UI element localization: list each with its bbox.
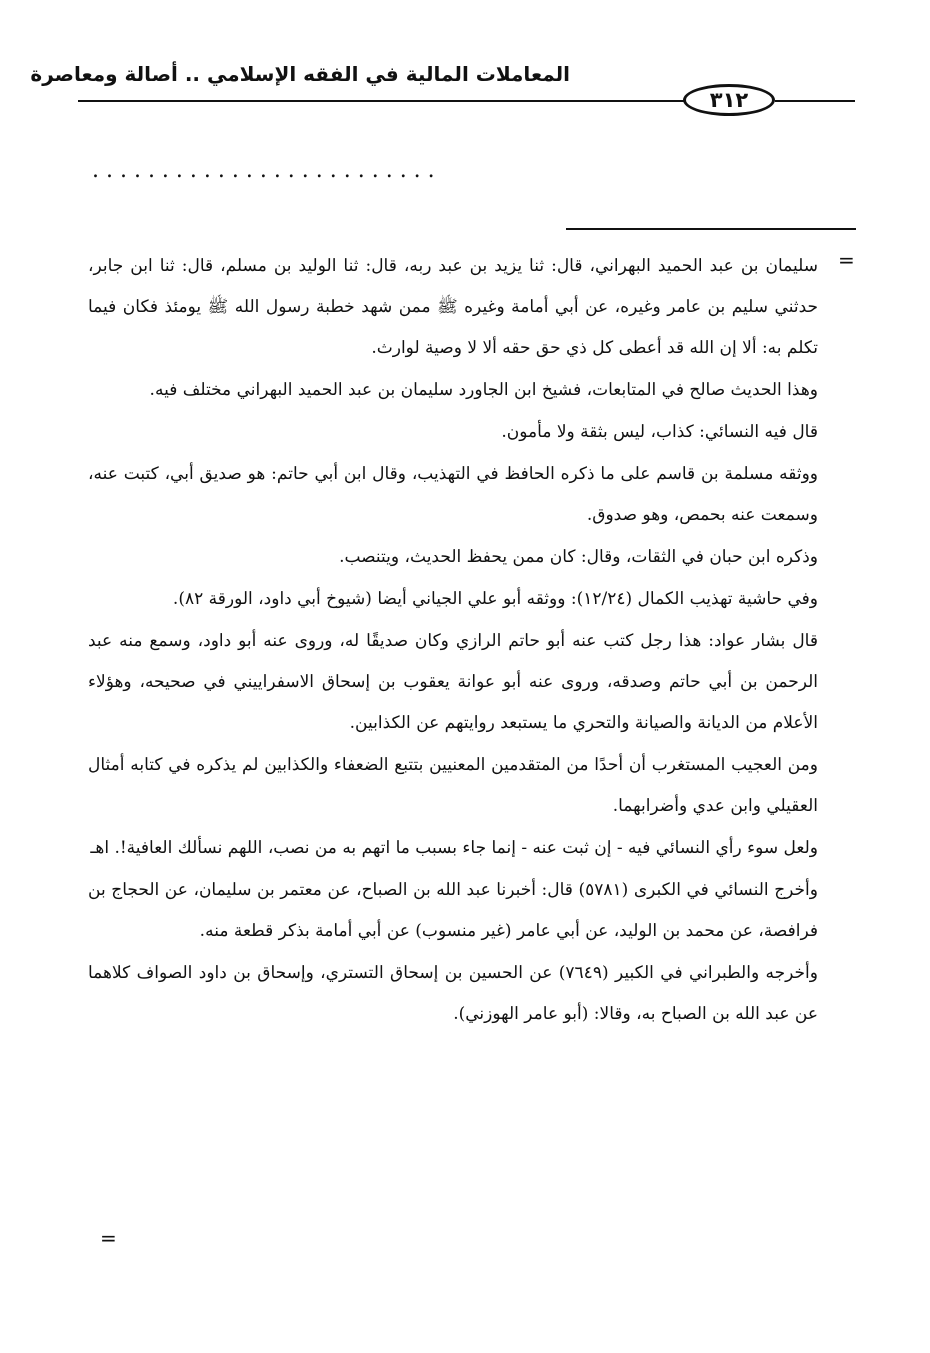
paragraph: ووثقه مسلمة بن قاسم على ما ذكره الحافظ في التهذيب، وقال ابن أبي حاتم: هو صديق أبي، كتبت عنه، وسمعت عنه بحمص، وهو صدوق. <box>88 464 818 525</box>
header-rule-right <box>775 100 855 102</box>
paragraph: ولعل سوء رأي النسائي فيه - إن ثبت عنه - إنما جاء بسبب ما اتهم به من نصب، اللهم نسألك العافية!. اهـ <box>90 838 818 858</box>
footnote-rule <box>566 228 856 230</box>
paragraph: قال فيه النسائي: كذاب، ليس بثقة ولا مأمون. <box>501 422 818 442</box>
paragraph: سليمان بن عبد الحميد البهراني، قال: ثنا يزيد بن عبد ربه، قال: ثنا الوليد بن مسلم، قال: ثنا ابن جابر، حدثني سليم بن عامر وغيره، عن أبي أمامة وغيره ﷺ ممن شهد خطبة رسول الله ﷺ يومئذ فكان فيما تكلم به: ألا إن الله قد أعطى كل ذي حق حقه ألا لا وصية لوارث. <box>88 256 818 358</box>
page-number: ٣١٢ <box>683 84 775 116</box>
paragraph: ومن العجيب المستغرب أن أحدًا من المتقدمين المعنيين بتتبع الضعفاء والكذابين لم يذكره في كتابه أمثال العقيلي وابن عدي وأضرابهما. <box>88 755 818 816</box>
continuation-mark-start: = <box>838 248 855 272</box>
running-header-title: المعاملات المالية في الفقه الإسلامي .. أصالة ومعاصرة <box>30 62 570 86</box>
paragraph: وأخرجه والطبراني في الكبير (٧٦٤٩) عن الحسين بن إسحاق التستري، وإسحاق بن داود الصواف كلاهما عن عبد الله بن الصباح به، وقالا: (أبو عامر الهوزني). <box>88 963 818 1024</box>
paragraph: وفي حاشية تهذيب الكمال (١٢/٢٤): ووثقه أبو علي الجياني أيضا (شيوخ أبي داود، الورقة ٨٢). <box>172 589 818 609</box>
footnote-body <box>88 246 818 1036</box>
paragraph: وأخرج النسائي في الكبرى (٥٧٨١) قال: أخبرنا عبد الله بن الصباح، عن معتمر بن سليمان، عن الحجاج بن فرافصة، عن محمد بن الوليد، عن أبي عامر (غير منسوب) عن أبي أمامة بذكر قطعة منه. <box>88 880 818 941</box>
paragraph: وذكره ابن حبان في الثقات، وقال: كان ممن يحفظ الحديث، ويتنصب. <box>339 547 818 567</box>
paragraph: قال بشار عواد: هذا رجل كتب عنه أبو حاتم الرازي وكان صديقًا له، وروى عنه أبو داود، وسمع منه عبد الرحمن بن أبي حاتم وصدقه، وروى عنه أبو عوانة يعقوب بن إسحاق الاسفراييني في صحيحه، وهؤلاء الأعلام من الديانة والصيانة والتحري ما يستبعد روايتهم عن الكذابين. <box>88 631 818 733</box>
separator-dots: . . . . . . . . . . . . . . . . . . . . . . . . . <box>92 160 435 182</box>
continuation-mark-end: = <box>100 1226 117 1250</box>
paragraph: وهذا الحديث صالح في المتابعات، فشيخ ابن الجاورد سليمان بن عبد الحميد البهراني مختلف فيه. <box>149 380 818 400</box>
header-rule <box>78 100 685 102</box>
